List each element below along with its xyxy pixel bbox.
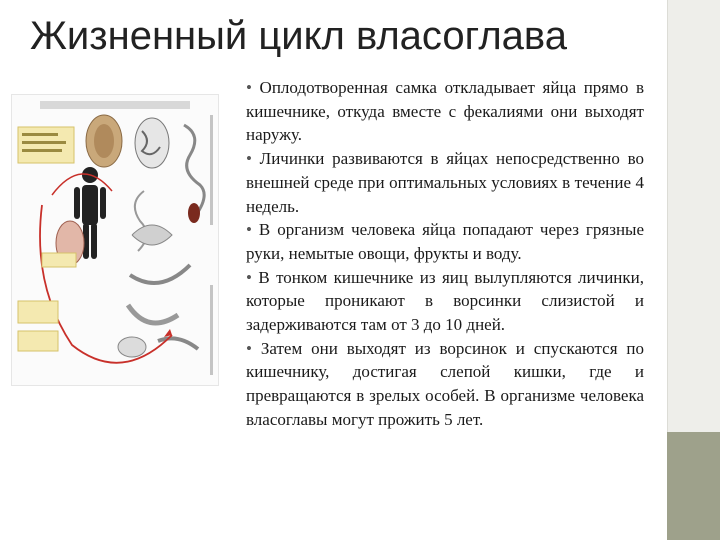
accent-divider — [667, 0, 668, 432]
slide-title: Жизненный цикл власоглава — [30, 14, 567, 58]
bullet-maturation: • Затем они выходят из ворсинок и спускаются по кишечнику, достигая слепой кишки, где и превращаются в зрелых особей. В организме человека власоглавы могут прожить 5 лет. — [246, 337, 644, 432]
accent-bar-olive — [667, 432, 720, 540]
description-text — [246, 76, 644, 432]
accent-bar-light — [667, 0, 720, 432]
life-cycle-figure — [11, 94, 219, 386]
bullet-infection-route: • В организм человека яйца попадают через грязные руки, немытые овощи, фрукты и воду. — [246, 218, 644, 265]
bullet-larvae-development: • Личинки развиваются в яйцах непосредственно во внешней среде при оптимальных условиях в течение 4 недель. — [246, 147, 644, 218]
life-cycle-diagram-icon — [12, 95, 218, 385]
bullet-egg-laying: • Оплодотворенная самка откладывает яйца прямо в кишечнике, откуда вместе с фекалиями они выходят наружу. — [246, 76, 644, 147]
bullet-hatching: • В тонком кишечнике из яиц вылупляются личинки, которые проникают в ворсинки слизистой и задерживаются там от 3 до 10 дней. — [246, 266, 644, 337]
